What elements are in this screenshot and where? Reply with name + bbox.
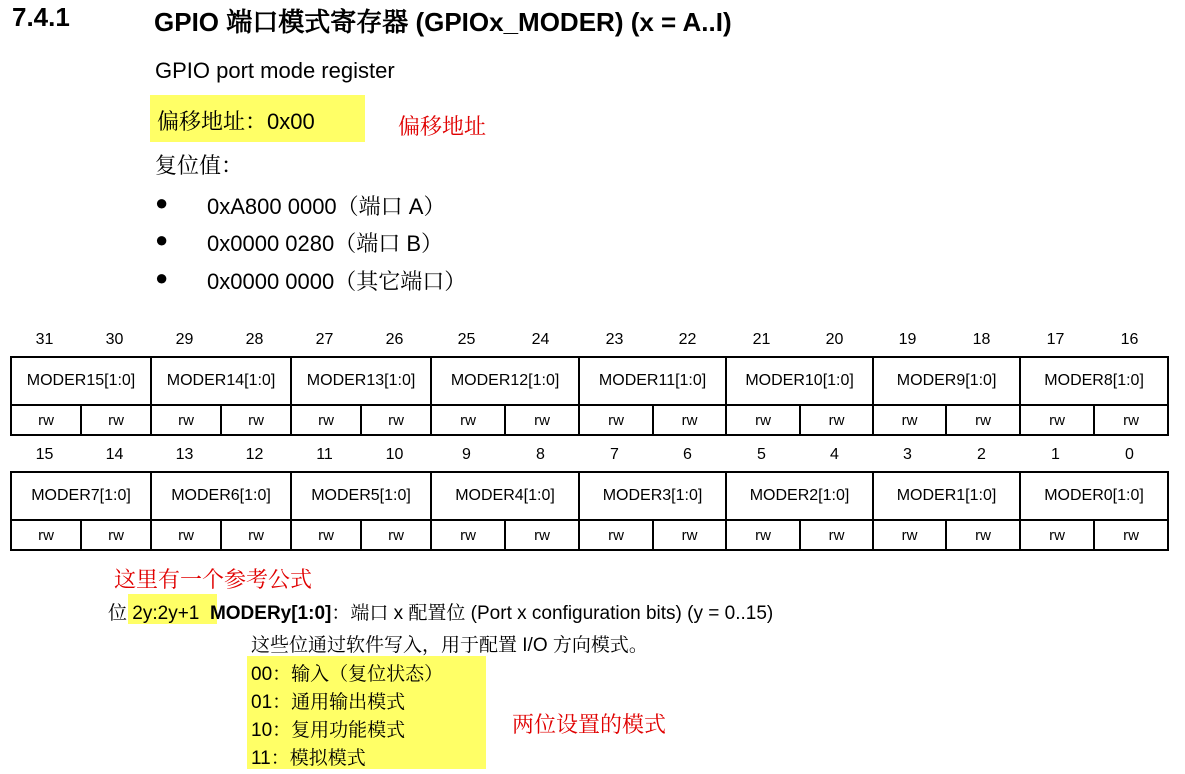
register-field: MODER2[1:0] — [726, 472, 873, 520]
bit-number: 20 — [825, 331, 844, 348]
reset-value-port-a: 0xA800 0000（端口 A） — [207, 194, 446, 219]
bit-number: 0 — [1125, 446, 1134, 463]
register-field: MODER1[1:0] — [873, 472, 1020, 520]
offset-annotation: 偏移地址 — [398, 115, 487, 140]
access-cell: rw — [1094, 405, 1168, 435]
description-text: 这些位通过软件写入，用于配置 I/O 方向模式。 — [251, 635, 648, 656]
access-cell: rw — [946, 405, 1020, 435]
register-field: MODER11[1:0] — [579, 357, 726, 405]
register-field: MODER4[1:0] — [431, 472, 579, 520]
bit-number: 6 — [683, 446, 692, 463]
bit-number: 22 — [678, 331, 697, 348]
mode-item: 00：输入（复位状态） — [251, 664, 444, 685]
access-cell: rw — [873, 520, 946, 550]
bit-number: 24 — [531, 331, 550, 348]
access-cell: rw — [291, 405, 361, 435]
bit-number: 18 — [972, 331, 991, 348]
reset-value-port-b: 0x0000 0280（端口 B） — [207, 231, 444, 256]
modes-annotation: 两位设置的模式 — [512, 713, 667, 738]
bullet-dot: ● — [155, 190, 169, 215]
bullet-dot: ● — [155, 227, 169, 252]
bit-prefix: 位 — [108, 603, 128, 624]
section-number: 7.4.1 — [12, 2, 70, 32]
bit-number: 25 — [457, 331, 476, 348]
register-field: MODER14[1:0] — [151, 357, 291, 405]
access-cell: rw — [431, 405, 505, 435]
register-field: MODER8[1:0] — [1020, 357, 1168, 405]
bit-number: 12 — [245, 446, 264, 463]
access-cell: rw — [653, 520, 726, 550]
field-name: MODERy[1:0] — [209, 603, 332, 624]
access-cell: rw — [81, 405, 151, 435]
reset-value-label: 复位值： — [155, 153, 244, 178]
access-cell: rw — [579, 520, 653, 550]
access-cell: rw — [361, 520, 431, 550]
access-cell: rw — [505, 405, 579, 435]
register-field: MODER6[1:0] — [151, 472, 291, 520]
register-field: MODER10[1:0] — [726, 357, 873, 405]
mode-item: 11：模拟模式 — [251, 748, 366, 769]
register-field: MODER0[1:0] — [1020, 472, 1168, 520]
access-cell: rw — [579, 405, 653, 435]
bit-range: 2y:2y+1 — [132, 603, 200, 624]
bit-number: 28 — [245, 331, 264, 348]
bit-number: 23 — [605, 331, 624, 348]
bit-number: 19 — [898, 331, 917, 348]
access-cell: rw — [291, 520, 361, 550]
bit-number: 10 — [385, 446, 404, 463]
access-cell: rw — [946, 520, 1020, 550]
bit-number: 21 — [752, 331, 771, 348]
bit-number: 2 — [977, 446, 986, 463]
formula-annotation: 这里有一个参考公式 — [114, 568, 313, 593]
bit-number: 11 — [316, 446, 333, 463]
bit-number: 5 — [757, 446, 766, 463]
register-field: MODER15[1:0] — [11, 357, 151, 405]
access-cell: rw — [11, 405, 81, 435]
bit-number: 31 — [35, 331, 54, 348]
access-cell: rw — [505, 520, 579, 550]
access-cell: rw — [726, 405, 800, 435]
register-field: MODER12[1:0] — [431, 357, 579, 405]
access-cell: rw — [800, 520, 873, 550]
access-cell: rw — [81, 520, 151, 550]
field-description: ：端口 x 配置位 (Port x configuration bits) (y = 0..15) — [331, 603, 774, 624]
access-cell: rw — [151, 520, 221, 550]
register-field: MODER9[1:0] — [873, 357, 1020, 405]
access-cell: rw — [221, 405, 291, 435]
access-cell: rw — [653, 405, 726, 435]
bit-number: 8 — [536, 446, 545, 463]
register-field: MODER7[1:0] — [11, 472, 151, 520]
bit-number: 27 — [315, 331, 334, 348]
section-title: GPIO 端口模式寄存器 (GPIOx_MODER) (x = A..I) — [154, 7, 732, 37]
bit-number: 29 — [175, 331, 194, 348]
bit-number: 16 — [1120, 331, 1139, 348]
bit-number: 26 — [385, 331, 404, 348]
bit-description — [108, 598, 773, 625]
access-cell: rw — [431, 520, 505, 550]
bit-number: 13 — [175, 446, 194, 463]
register-field: MODER5[1:0] — [291, 472, 431, 520]
bit-number: 7 — [610, 446, 619, 463]
bit-number: 9 — [462, 446, 471, 463]
reset-value-other: 0x0000 0000（其它端口） — [207, 269, 467, 294]
access-cell: rw — [151, 405, 221, 435]
access-cell: rw — [11, 520, 81, 550]
bit-number: 3 — [903, 446, 912, 463]
bit-number: 4 — [830, 446, 839, 463]
access-cell: rw — [800, 405, 873, 435]
access-cell: rw — [1020, 405, 1094, 435]
bit-number: 14 — [105, 446, 124, 463]
access-cell: rw — [1094, 520, 1168, 550]
access-cell: rw — [1020, 520, 1094, 550]
bit-number: 30 — [105, 331, 124, 348]
access-cell: rw — [726, 520, 800, 550]
register-field: MODER3[1:0] — [579, 472, 726, 520]
offset-address: 偏移地址：0x00 — [157, 109, 315, 134]
access-cell: rw — [873, 405, 946, 435]
access-cell: rw — [221, 520, 291, 550]
register-field: MODER13[1:0] — [291, 357, 431, 405]
register-table-lower — [10, 471, 1169, 551]
bit-number: 15 — [35, 446, 54, 463]
register-subtitle: GPIO port mode register — [155, 58, 395, 83]
bit-number: 17 — [1046, 331, 1065, 348]
mode-item: 01：通用输出模式 — [251, 692, 406, 713]
register-table-upper — [10, 356, 1169, 436]
access-cell: rw — [361, 405, 431, 435]
bit-number: 1 — [1051, 446, 1060, 463]
mode-item: 10：复用功能模式 — [251, 720, 406, 741]
bullet-dot: ● — [155, 265, 169, 290]
